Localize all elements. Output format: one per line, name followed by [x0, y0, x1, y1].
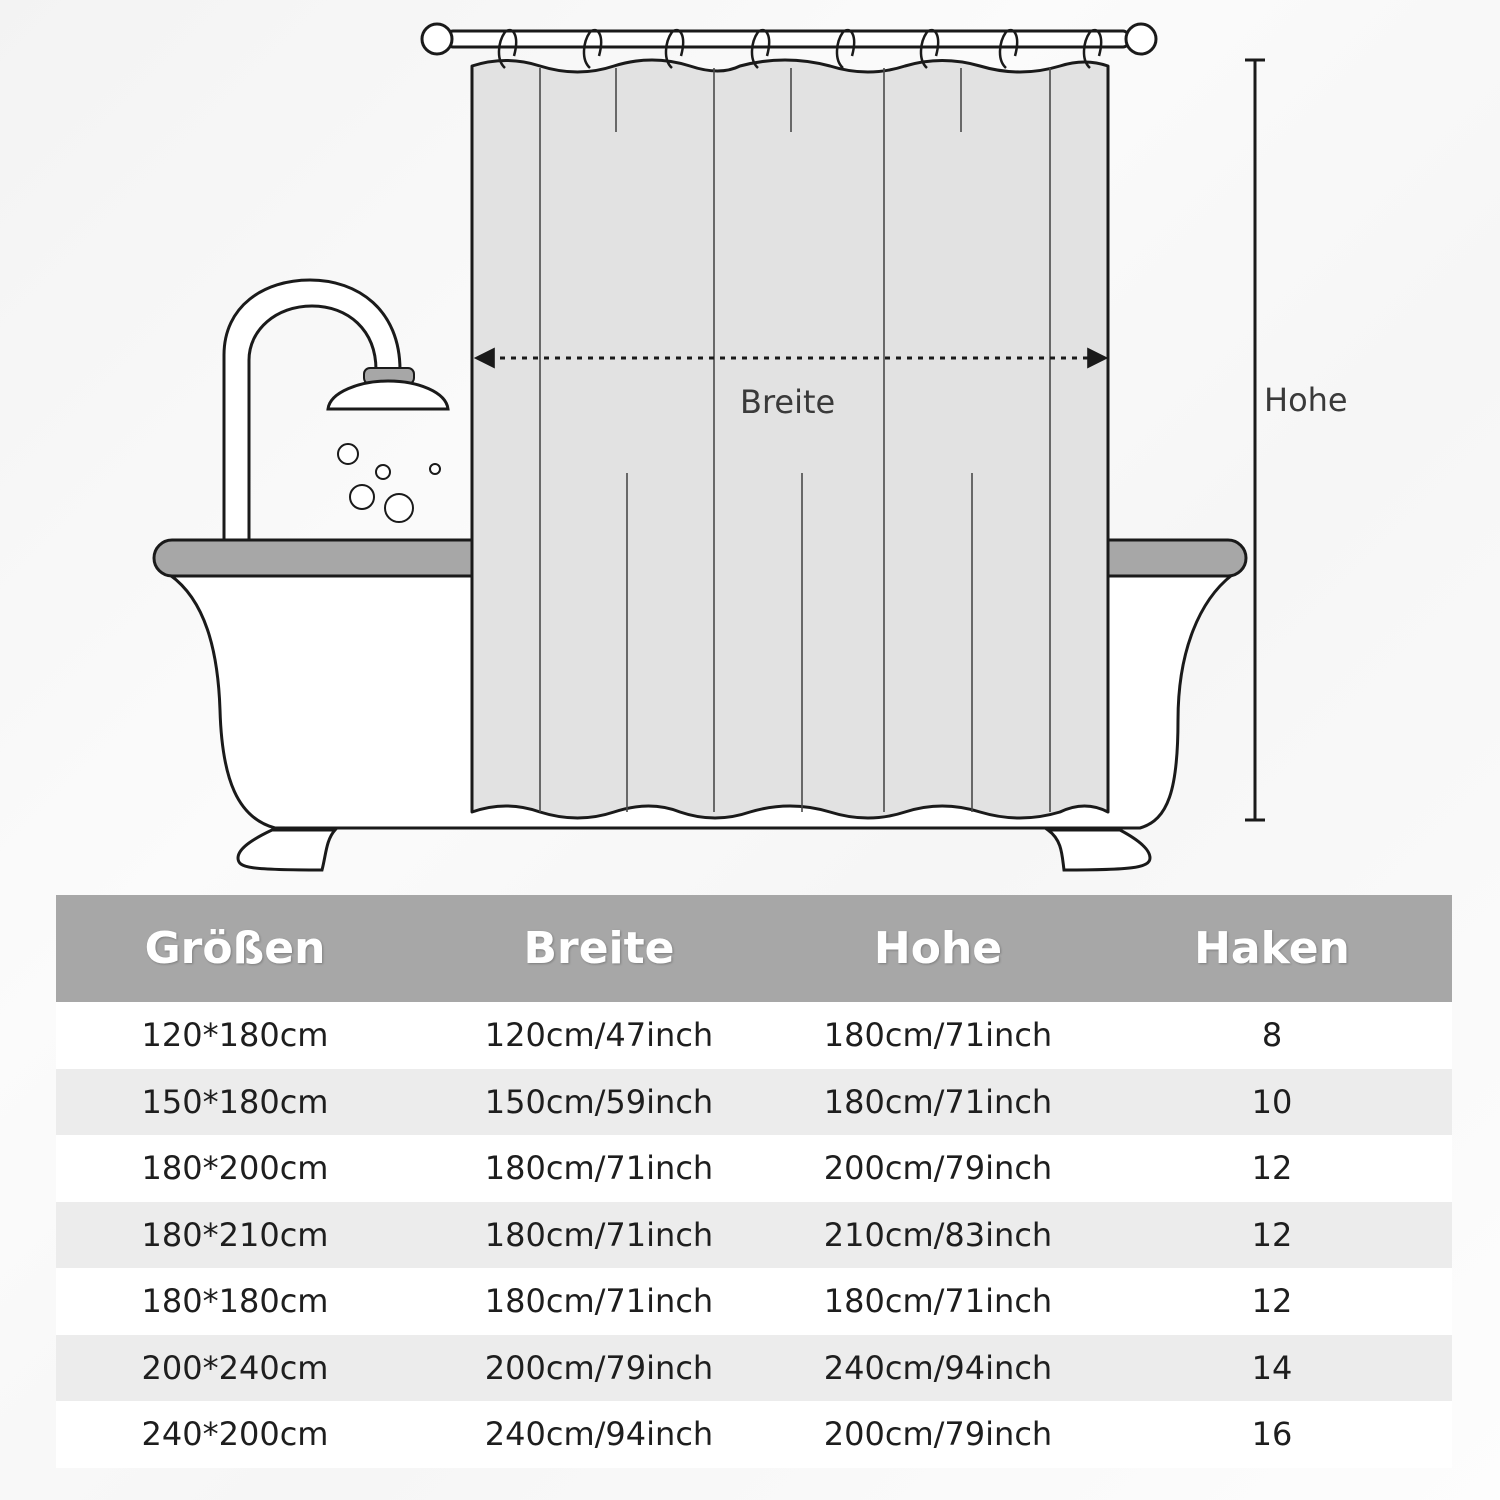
size-table [56, 895, 1452, 1468]
height-cell: 180cm/71inch [784, 1268, 1092, 1335]
width-cell: 120cm/47inch [414, 1002, 784, 1069]
height-cell: 240cm/94inch [784, 1335, 1092, 1402]
table-row [56, 1135, 1452, 1202]
hooks-cell: 16 [1092, 1401, 1452, 1468]
width-cell: 180cm/71inch [414, 1135, 784, 1202]
height-cell: 210cm/83inch [784, 1202, 1092, 1269]
header-height: Hohe [784, 895, 1092, 1002]
table-header-row [56, 895, 1452, 1002]
size-cell: 120*180cm [56, 1002, 414, 1069]
size-cell: 200*240cm [56, 1335, 414, 1402]
rod-end-left [422, 24, 452, 54]
width-cell: 200cm/79inch [414, 1335, 784, 1402]
table-row [56, 1401, 1452, 1468]
width-cell: 180cm/71inch [414, 1202, 784, 1269]
hooks-cell: 12 [1092, 1202, 1452, 1269]
bathtub-left-foot [238, 830, 335, 870]
table-row [56, 1069, 1452, 1136]
height-cell: 180cm/71inch [784, 1069, 1092, 1136]
table-row [56, 1202, 1452, 1269]
size-cell: 180*180cm [56, 1268, 414, 1335]
hooks-cell: 10 [1092, 1069, 1452, 1136]
width-cell: 180cm/71inch [414, 1268, 784, 1335]
height-cell: 200cm/79inch [784, 1401, 1092, 1468]
height-label: Hohe [1264, 381, 1348, 419]
rod-end-right [1126, 24, 1156, 54]
hooks-cell: 12 [1092, 1135, 1452, 1202]
water-bubbles [338, 444, 440, 522]
width-label: Breite [740, 383, 836, 421]
table-row [56, 1268, 1452, 1335]
shower-curtain [472, 60, 1108, 818]
size-cell: 180*210cm [56, 1202, 414, 1269]
hooks-cell: 8 [1092, 1002, 1452, 1069]
bathtub-right-foot [1048, 830, 1150, 870]
height-cell: 200cm/79inch [784, 1135, 1092, 1202]
hooks-cell: 14 [1092, 1335, 1452, 1402]
size-cell: 240*200cm [56, 1401, 414, 1468]
header-sizes: Größen [56, 895, 414, 1002]
width-cell: 240cm/94inch [414, 1401, 784, 1468]
curtain-rod [448, 31, 1128, 47]
width-cell: 150cm/59inch [414, 1069, 784, 1136]
height-dimension-line [1245, 60, 1265, 820]
size-cell: 150*180cm [56, 1069, 414, 1136]
table-row [56, 1002, 1452, 1069]
hooks-cell: 12 [1092, 1268, 1452, 1335]
table-row [56, 1335, 1452, 1402]
size-cell: 180*200cm [56, 1135, 414, 1202]
height-cell: 180cm/71inch [784, 1002, 1092, 1069]
header-hooks: Haken [1092, 895, 1452, 1002]
header-width: Breite [414, 895, 784, 1002]
shower-head [328, 381, 448, 409]
